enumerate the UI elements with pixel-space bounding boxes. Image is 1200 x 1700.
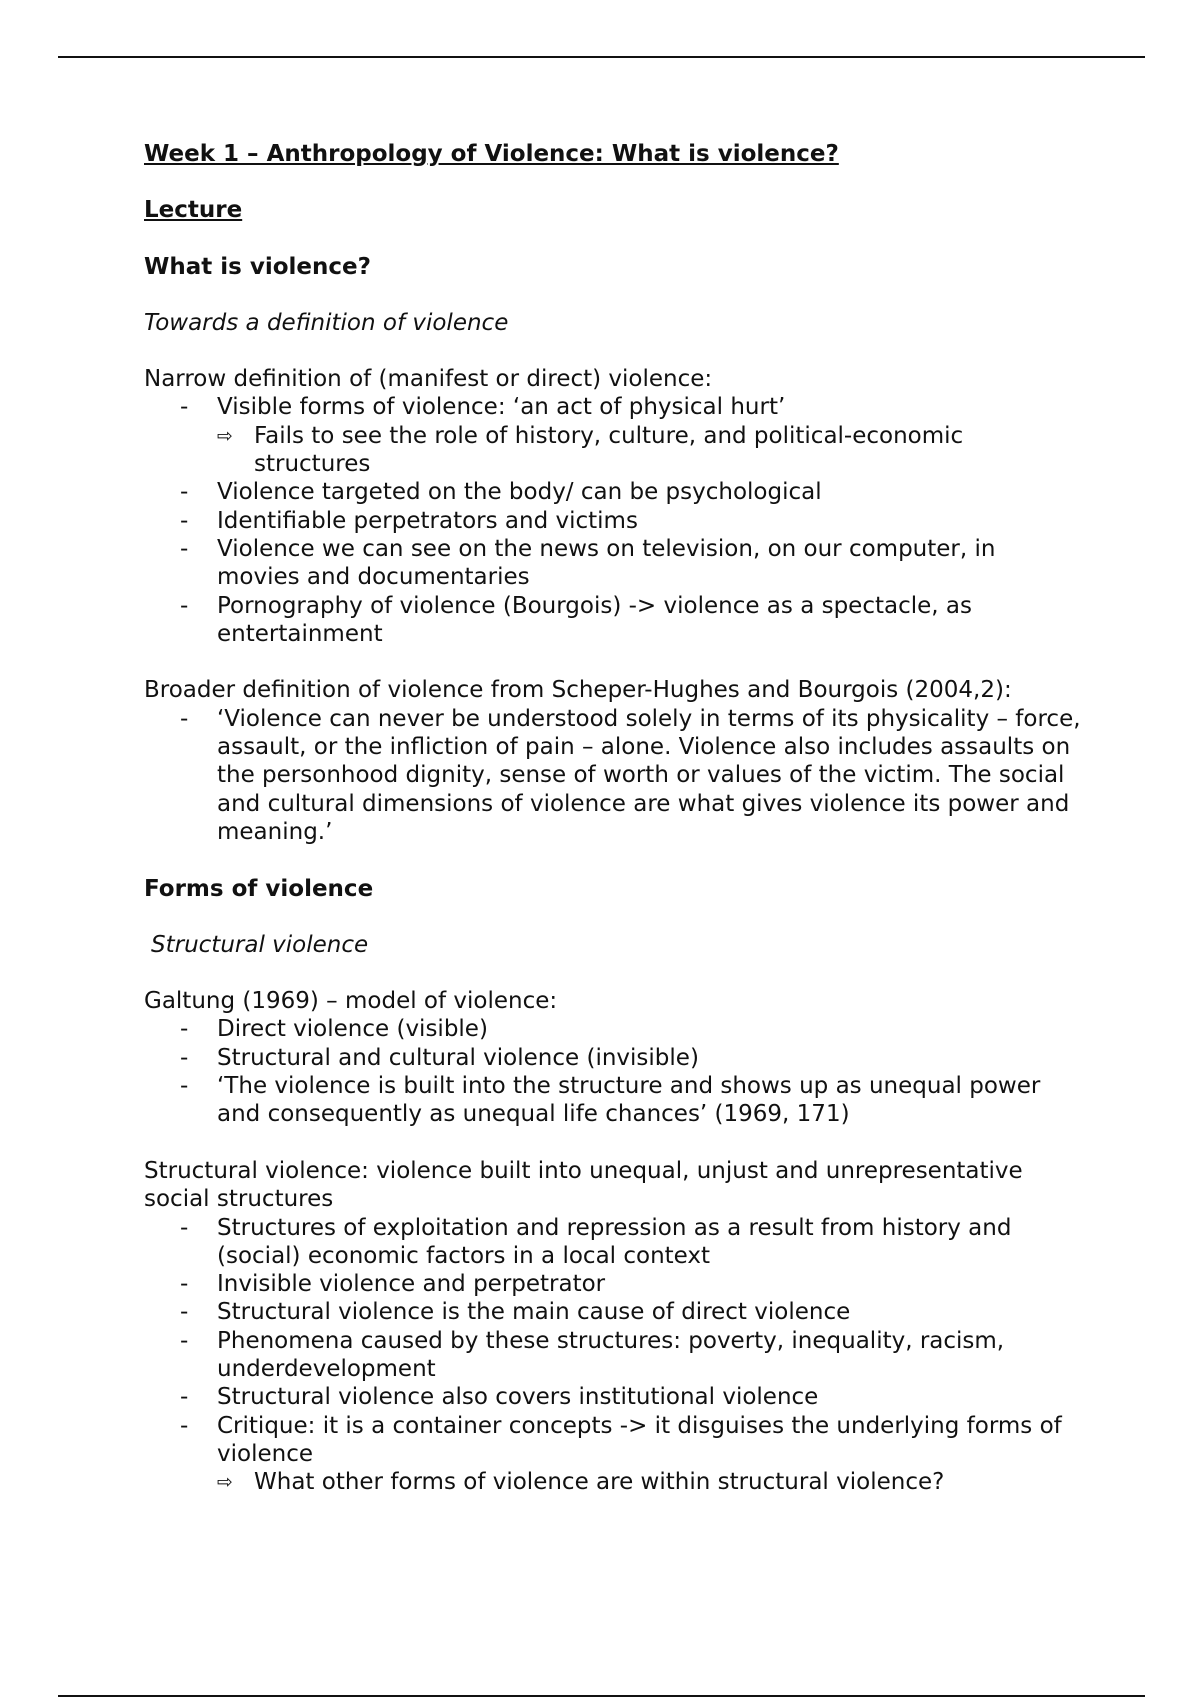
document-body (144, 140, 1084, 1496)
broader-definition-intro: Broader definition of violence from Scheper-Hughes and Bourgois (2004,2): (144, 677, 1012, 704)
structural-violence-list (144, 1214, 1084, 1497)
narrow-definition-list (144, 393, 1084, 648)
galtung-list (144, 1015, 1084, 1128)
arrow-point: ⇨ Fails to see the role of history, culture, and political-economic structures (217, 422, 964, 478)
footer-rule (58, 1695, 1145, 1697)
subheading-structural-violence: Structural violence (151, 931, 369, 958)
lecture-heading: Lecture (144, 197, 243, 224)
list-item: - Visible forms of violence: ‘an act of physical hurt’ ⇨ Fails to see the role of history, culture, and political-economic structures (217, 393, 1084, 478)
arrow-right-icon: ⇨ (217, 424, 233, 447)
list-item: - Critique: it is a container concepts -> it disguises the underlying forms of violence ⇨ What other forms of violence are within structural violence? (217, 1412, 1084, 1497)
header-rule (58, 56, 1145, 58)
list-item: - Structures of exploitation and repression as a result from history and (social) economic factors in a local context (217, 1214, 1084, 1271)
list-item: - Phenomena caused by these structures: poverty, inequality, racism, underdevelopment (217, 1327, 1084, 1384)
list-item: - Structural and cultural violence (invisible) (217, 1044, 1084, 1072)
list-item: - Violence we can see on the news on television, on our computer, in movies and documentaries (217, 535, 1084, 592)
list-item: - Invisible violence and perpetrator (217, 1270, 1084, 1298)
section-heading-forms: Forms of violence (144, 875, 374, 902)
list-item: - Direct violence (visible) (217, 1015, 1084, 1043)
galtung-intro: Galtung (1969) – model of violence: (144, 988, 558, 1015)
broader-definition-list (144, 705, 1084, 846)
list-item: - ‘Violence can never be understood solely in terms of its physicality – force, assault, or the infliction of pain – alone. Violence also includes assaults on the personhood dignity, sense of worth or values of the victim. The social and cultural dimensions of violence are what gives violence its power and meaning.’ (217, 705, 1084, 846)
list-item: - Structural violence also covers institutional violence (217, 1383, 1084, 1411)
list-item: - Structural violence is the main cause of direct violence (217, 1298, 1084, 1326)
arrow-point: ⇨ What other forms of violence are within structural violence? (217, 1469, 945, 1496)
narrow-definition-intro: Narrow definition of (manifest or direct) violence: (144, 366, 713, 393)
list-item: - Identifiable perpetrators and victims (217, 507, 1084, 535)
section-heading-what-is-violence: What is violence? (144, 253, 371, 280)
structural-violence-intro: Structural violence: violence built into unequal, unjust and unrepresentative social structures (144, 1157, 1023, 1213)
arrow-right-icon: ⇨ (217, 1471, 233, 1494)
list-item: - Violence targeted on the body/ can be psychological (217, 478, 1084, 506)
list-item: - Pornography of violence (Bourgois) -> violence as a spectacle, as entertainment (217, 592, 1084, 649)
subheading-towards-definition: Towards a definition of violence (144, 309, 509, 336)
list-item: - ‘The violence is built into the structure and shows up as unequal power and consequently as unequal life chances’ (1969, 171) (217, 1072, 1084, 1129)
page-title: Week 1 – Anthropology of Violence: What is violence? (144, 141, 839, 167)
